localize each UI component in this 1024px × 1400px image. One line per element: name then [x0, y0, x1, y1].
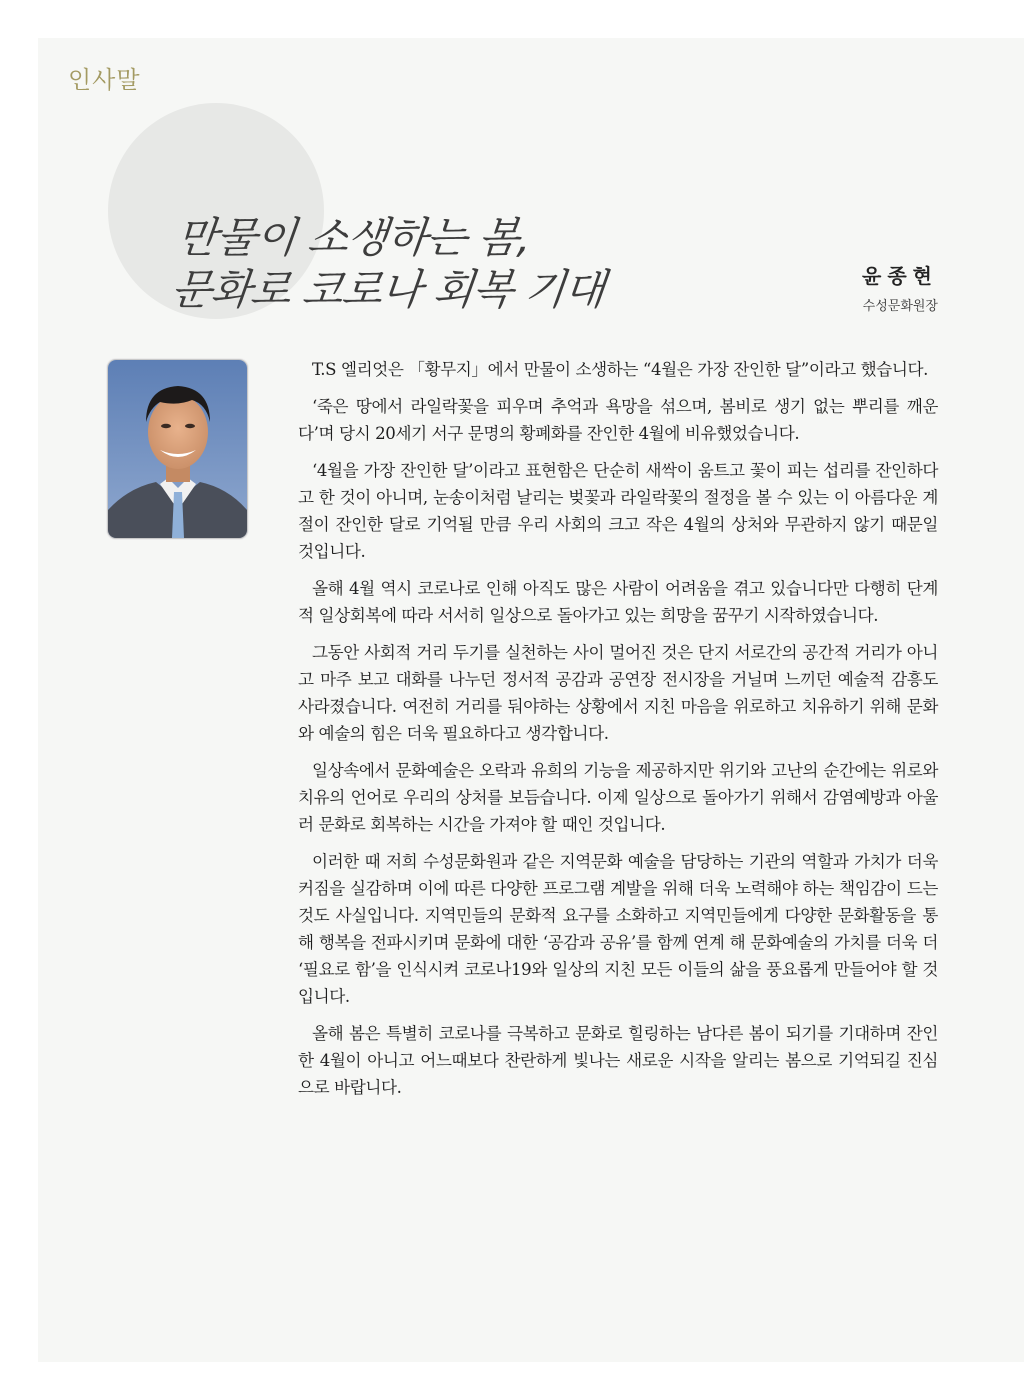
title-line-1: 만물이 소생하는 봄,: [174, 213, 534, 262]
paragraph: ‘죽은 땅에서 라일락꽃을 피우며 추억과 욕망을 섞으며, 봄비로 생기 없는 뿌리를 깨운다’며 당시 20세기 서구 문명의 황폐화를 잔인한 4월에 비유했었습니다.: [298, 397, 938, 443]
paragraph: 일상속에서 문화예술은 오락과 유희의 기능을 제공하지만 위기와 고난의 순간에는 위로와 치유의 언어로 우리의 상처를 보듬습니다. 이제 일상으로 돌아가기 위해서 감염예방과 아울러 문화로 회복하는 시간을 가져야 할 때인 것입니다.: [298, 761, 938, 834]
author-role: 수성문화원장: [862, 299, 938, 314]
paragraph: ‘4월을 가장 잔인한 달’이라고 표현함은 단순히 새싹이 움트고 꽃이 피는 섭리를 잔인하다고 한 것이 아니며, 눈송이처럼 날리는 벚꽃과 라일락꽃의 절정을 볼 수 있는 이 아름다운 계절이 잔인한 달로 기억될 만큼 우리 사회의 크고 작은 4월의 상처와 무관하지 않기 때문일 것입니다.: [298, 461, 938, 561]
author-name: 윤종현: [862, 264, 938, 288]
paragraph: 이러한 때 저희 수성문화원과 같은 지역문화 예술을 담당하는 기관의 역할과 가치가 더욱 커짐을 실감하며 이에 따른 다양한 프로그램 계발을 위해 더욱 노력해야 하는 책임감이 드는 것도 사실입니다. 지역민들의 문화적 요구를 소화하고 지역민들에게 다양한 문화활동을 통해 행복을 전파시키며 문화에 대한 ‘공감과 공유’를 함께 연계 해 문화예술의 가치를 더욱 더 ‘필요로 함’을 인식시켜 코로나19와 일상의 지친 모든 이들의 삶을 풍요롭게 만들어야 할 것입니다.: [298, 852, 938, 1006]
paragraph: 올해 봄은 특별히 코로나를 극복하고 문화로 힐링하는 남다른 봄이 되기를 기대하며 잔인한 4월이 아니고 어느때보다 찬란하게 빛나는 새로운 시작을 알리는 봄으로 기억되길 진심으로 바랍니다.: [298, 1024, 938, 1097]
paragraph: 그동안 사회적 거리 두기를 실천하는 사이 멀어진 것은 단지 서로간의 공간적 거리가 아니고 마주 보고 대화를 나누던 정서적 공감과 공연장 전시장을 거닐며 느끼던 예술적 감흥도 사라졌습니다. 여전히 거리를 둬야하는 상황에서 지친 마음을 위로하고 치유하기 위해 문화와 예술의 힘은 더욱 필요하다고 생각합니다.: [298, 643, 938, 743]
paragraph: T.S 엘리엇은 「황무지」에서 만물이 소생하는 “4월은 가장 잔인한 달”이라고 했습니다.: [312, 360, 929, 379]
title-line-2: 문화로 코로나 회복 기대: [168, 265, 607, 314]
author-block: [862, 260, 938, 314]
section-label: 인사말: [68, 66, 141, 94]
author-portrait: [108, 360, 247, 538]
article-body: [298, 356, 938, 1111]
paragraph: 올해 4월 역시 코로나로 인해 아직도 많은 사람이 어려움을 겪고 있습니다만 다행히 단계적 일상회복에 따라 서서히 일상으로 돌아가고 있는 희망을 꿈꾸기 시작하였습니다.: [298, 579, 938, 625]
article-title: [169, 212, 613, 316]
